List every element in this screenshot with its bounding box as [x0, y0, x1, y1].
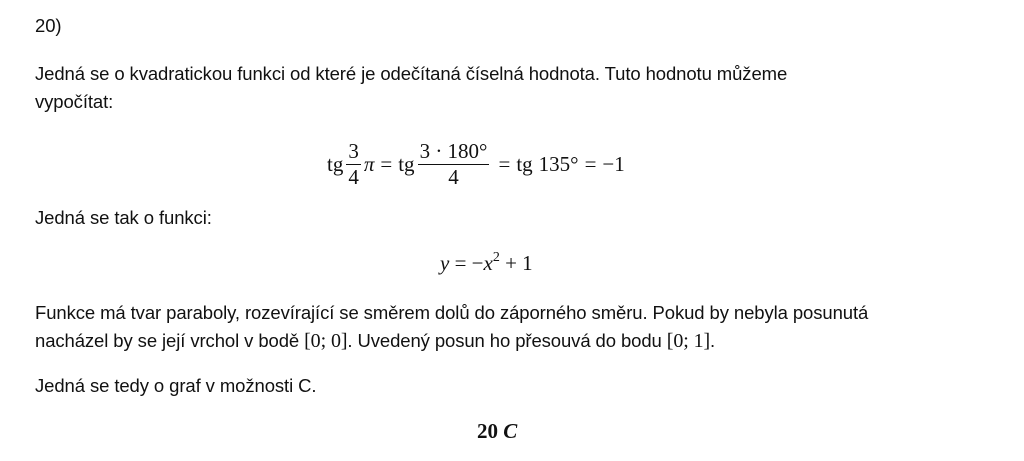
equation-result: −1	[602, 151, 625, 176]
point-shifted: [0; 1]	[666, 330, 711, 352]
fraction-three-quarters	[346, 139, 361, 190]
explanation-text: . Uvedený posun ho přesouvá do bodu	[347, 330, 667, 351]
fraction-degrees	[418, 139, 490, 190]
equals-sign: =	[498, 151, 511, 176]
intro-line-1: Jedná se o kvadratickou funkci od které je odečítaná číselná hodnota. Tuto hodnotu můžeme	[35, 63, 788, 84]
equals-sign: =	[380, 151, 393, 176]
function-constant: + 1	[499, 251, 533, 275]
tg-operator: tg	[516, 151, 533, 176]
function-lhs: y	[440, 251, 450, 275]
explanation-text: nacházel by se její vrchol v bodě	[35, 330, 305, 351]
fraction-numerator: 3	[348, 138, 359, 163]
intro-line-2: vypočítat:	[35, 91, 114, 112]
explanation-line-1: Funkce má tvar paraboly, rozevírající se směrem dolů do záporného směru. Pokud by nebyla posunutá	[35, 302, 869, 323]
explanation-line-2	[35, 328, 715, 354]
function-exponent: 2	[492, 250, 500, 265]
fraction-denominator: 4	[348, 164, 359, 189]
tg-operator: tg	[398, 151, 415, 176]
answer-number: 20	[477, 419, 498, 443]
final-answer	[477, 419, 517, 444]
function-variable: x	[483, 251, 493, 275]
tg-operator: tg	[327, 151, 344, 176]
quadratic-function	[440, 250, 533, 276]
function-equals: = −	[449, 251, 484, 275]
problem-number: 20)	[35, 15, 62, 36]
conclusion: Jedná se tedy o graf v možnosti C.	[35, 375, 317, 396]
tangent-equation	[327, 133, 625, 195]
explanation-text: .	[710, 330, 716, 351]
pi-symbol: π	[363, 151, 375, 176]
angle-value: 135°	[538, 151, 579, 176]
point-origin: [0; 0]	[304, 330, 348, 352]
equals-sign: =	[584, 151, 597, 176]
fraction-denominator: 4	[448, 164, 459, 189]
answer-letter: C	[503, 419, 518, 443]
fraction-numerator: 3 · 180°	[419, 138, 488, 163]
function-intro: Jedná se tak o funkci:	[35, 207, 212, 228]
